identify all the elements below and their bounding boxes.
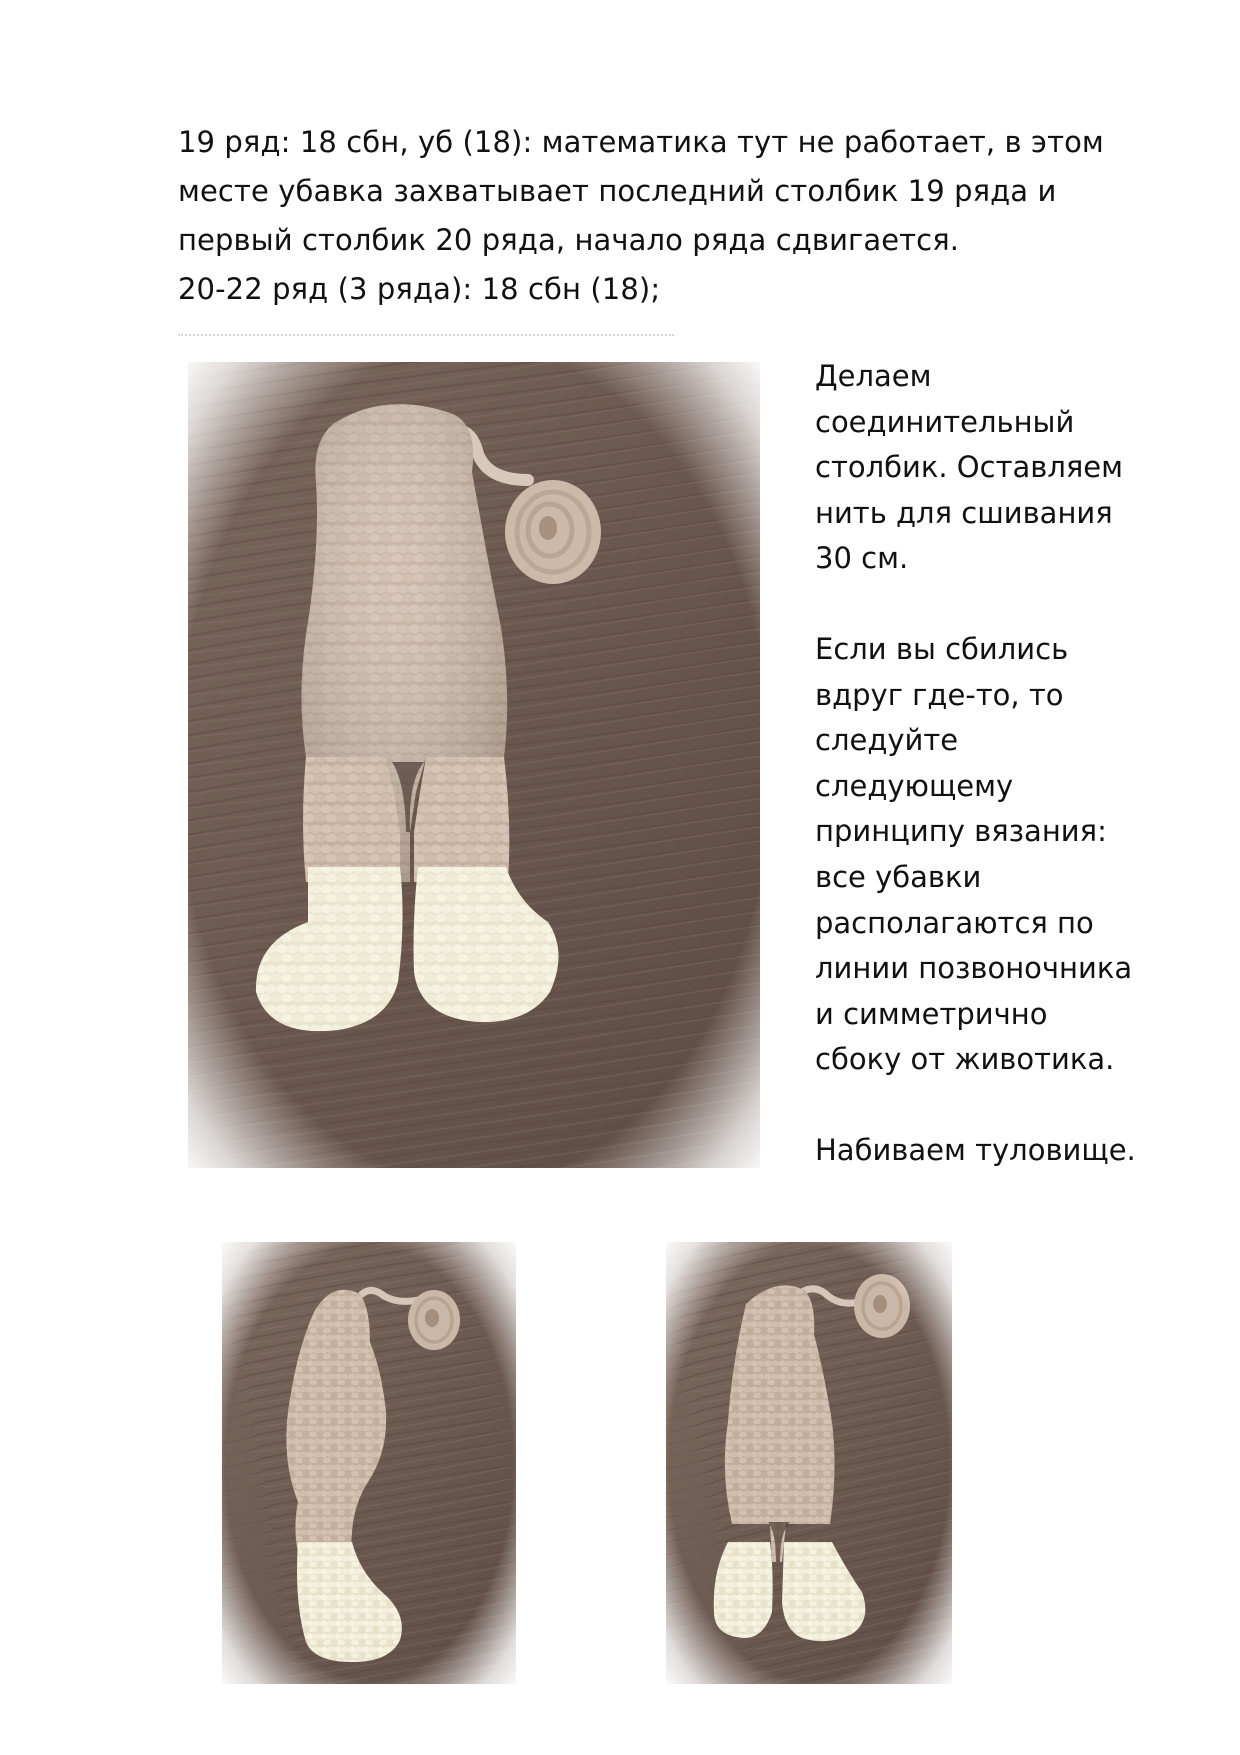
intro-text bbox=[178, 118, 1158, 314]
intro-line: 20-22 ряд (3 ряда): 18 сбн (18); bbox=[178, 272, 661, 306]
divider bbox=[178, 334, 674, 336]
intro-line: первый столбик 20 ряда, начало ряда сдвигается. bbox=[178, 223, 960, 257]
instruction-line: и симметрично bbox=[815, 996, 1048, 1031]
instruction-line: сбоку от животика. bbox=[815, 1042, 1115, 1077]
instruction-line: Если вы сбились bbox=[815, 631, 1069, 666]
instruction-line: линии позвоночника bbox=[815, 951, 1133, 986]
instruction-line: располагаются по bbox=[815, 905, 1094, 940]
instruction-line: 30 см. bbox=[815, 541, 909, 576]
instruction-line: следующему bbox=[815, 768, 1014, 803]
body-back-photo bbox=[666, 1242, 952, 1684]
instruction-line: Делаем bbox=[815, 359, 932, 393]
intro-line: месте убавка захватывает последний столбик 19 ряда и bbox=[178, 174, 1057, 208]
instructions-text bbox=[815, 354, 1225, 1174]
paragraph-gap bbox=[815, 582, 1225, 627]
body-side-photo bbox=[222, 1242, 516, 1684]
body-front-photo bbox=[188, 362, 760, 1168]
instruction-line: нить для сшивания bbox=[815, 495, 1113, 530]
instruction-line: следуйте bbox=[815, 723, 959, 758]
instruction-line: соединительный bbox=[815, 404, 1075, 439]
instruction-line: столбик. Оставляем bbox=[815, 450, 1124, 485]
instruction-line: Набиваем туловище. bbox=[815, 1132, 1136, 1167]
paragraph-gap bbox=[815, 1083, 1225, 1128]
instruction-line: все убавки bbox=[815, 859, 982, 894]
instruction-line: принципу вязания: bbox=[815, 814, 1107, 849]
instruction-line: вдруг где-то, то bbox=[815, 677, 1064, 712]
intro-line: 19 ряд: 18 сбн, уб (18): математика тут не работает, в этом bbox=[178, 125, 1104, 159]
